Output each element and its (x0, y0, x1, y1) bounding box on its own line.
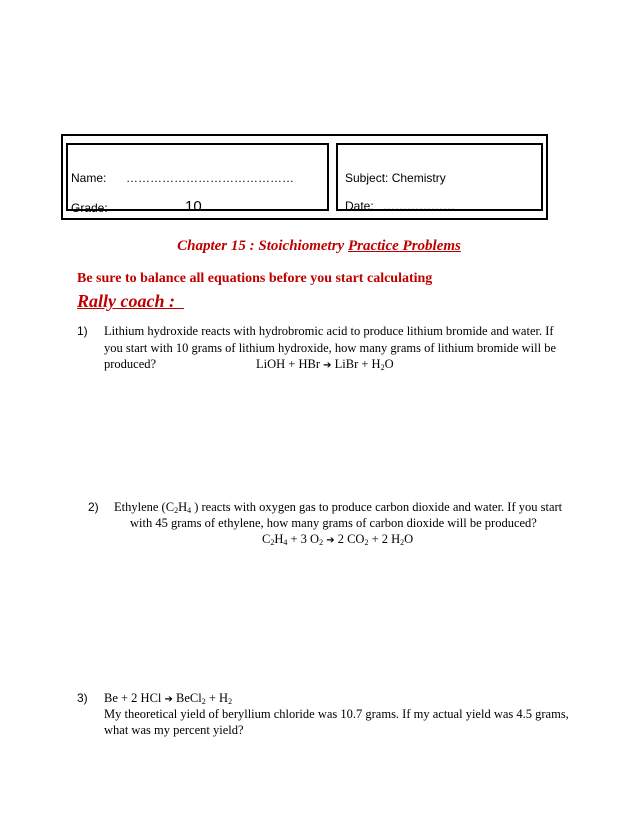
date-label: Date: (345, 199, 374, 213)
problem-1-line-3 (104, 356, 394, 372)
problem-2-eq-f: O (404, 532, 414, 546)
name-field (71, 171, 294, 185)
problem-1-line-1: Lithium hydroxide reacts with hydrobromic acid to produce lithium bromide and water. If (104, 324, 554, 338)
problem-3-line-3: what was my percent yield? (104, 723, 244, 737)
instruction-text: Be sure to balance all equations before you start calculating (77, 271, 433, 286)
problem-1-eq-sub: 2 (380, 363, 385, 372)
problem-1-equation (256, 356, 394, 374)
problem-3-eq-s1: 2 (201, 697, 206, 706)
problem-2-sub-h: 4 (187, 506, 192, 515)
date-field (345, 199, 455, 213)
grade-dots-before: ………… (137, 200, 185, 214)
problem-2-eq-s1: 2 (270, 538, 275, 547)
problem-2-line-1-a: Ethylene (C (114, 500, 175, 514)
grade-label: Grade: (71, 201, 108, 215)
problem-3-line-2: My theoretical yield of beryllium chloride was 10.7 grams. If my actual yield was 4.5 grams, (104, 707, 569, 721)
date-dots: ……………… (383, 199, 456, 213)
grade-field (71, 198, 274, 215)
student-info-cell (66, 143, 329, 215)
problem-3-eq-c: + H (205, 691, 229, 705)
chapter-title (0, 238, 638, 255)
problem-1-number: 1) (77, 324, 88, 338)
problem-2-line-1 (114, 499, 562, 515)
problem-2-eq-b: H (274, 532, 284, 546)
problem-2-number: 2) (88, 500, 99, 514)
name-label: Name: (71, 171, 107, 185)
problem-2-eq-a: C (262, 532, 271, 546)
problem-1-eq-left: LiOH + HBr (256, 357, 320, 371)
header-box (61, 134, 548, 220)
problem-2-eq-c: + 3 O (287, 532, 320, 546)
problem-3-eq-b: BeCl (176, 691, 202, 705)
problem-3-number: 3) (77, 691, 88, 705)
problem-2-eq-s5: 2 (400, 538, 405, 547)
problem-1-eq-right-a: LiBr + H (334, 357, 381, 371)
problem-3-eq-s2: 2 (228, 697, 233, 706)
problem-1-line-3-text: produced? (104, 357, 157, 371)
problem-2-eq-s3: 2 (319, 538, 324, 547)
problem-2-line-1-c: ) reacts with oxygen gas to produce carbon dioxide and water. If you start (191, 500, 563, 514)
arrow-right-icon: ➔ (323, 360, 332, 371)
arrow-right-icon: ➔ (326, 535, 335, 546)
subject-info-cell (336, 143, 543, 211)
problem-1-eq-right-b: O (384, 357, 394, 371)
problem-2-eq-s4: 2 (364, 538, 369, 547)
problem-2-sub-c: 2 (174, 506, 179, 515)
problem-2-eq-e: + 2 H (368, 532, 401, 546)
subject-label: Subject: Chemistry (345, 171, 446, 185)
problem-2-line-1-b: H (178, 500, 188, 514)
problem-2-equation (262, 531, 413, 549)
problem-2-eq-s2: 4 (283, 538, 288, 547)
name-dots: …………………………………… (126, 171, 294, 185)
problem-2-eq-d: 2 CO (337, 532, 365, 546)
arrow-right-icon: ➔ (164, 694, 173, 705)
rally-coach-heading: Rally coach : (77, 291, 184, 311)
chapter-title-prefix: Chapter 15 : Stoichiometry (177, 238, 348, 254)
problem-1-line-2: you start with 10 grams of lithium hydroxide, how many grams of lithium bromide will be (104, 341, 557, 355)
grade-dots-after: ……………… (201, 200, 274, 214)
problem-2-line-2: with 45 grams of ethylene, how many grams of carbon dioxide will be produced? (130, 516, 537, 530)
problem-3-eq-a: Be + 2 HCl (104, 691, 162, 705)
chapter-title-underlined: Practice Problems (347, 238, 461, 254)
grade-value: 10 (185, 198, 202, 215)
